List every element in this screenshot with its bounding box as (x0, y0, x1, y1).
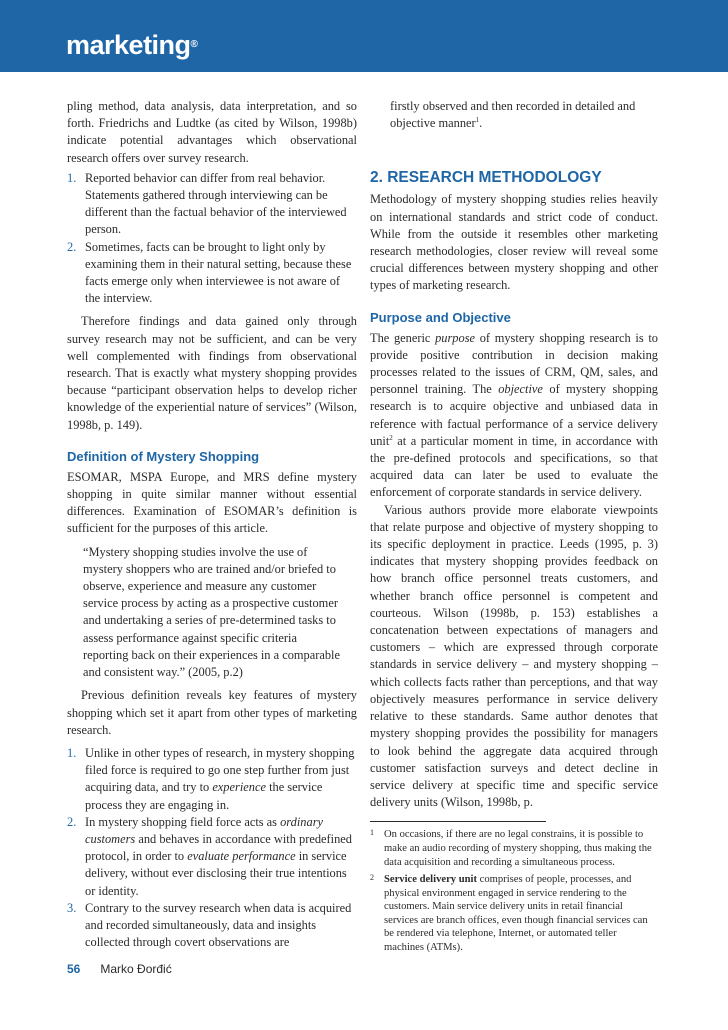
emphasis: objective (498, 382, 543, 397)
paragraph: Therefore findings and data gained only through survey research may not be sufficient, and can be very well complemented with findings from observational research. That is exactly what mystery shopping provides because “participant observation helps to develop richer knowledge of the experiential nature of services” (Wilson, 1998b, p. 149). (67, 314, 357, 432)
footnote-term: Service delivery unit (384, 874, 477, 886)
list-number: 3. (67, 900, 77, 915)
page-footer (67, 962, 172, 976)
footnote-divider (370, 821, 546, 822)
footnote-ref: 1 (475, 116, 480, 125)
paragraph-text: at a particular moment in time, in accordance with the pre-defined protocols and specifications, so that acquired data can later be used to evaluate the enforcement of corporate standards in service delivery. (370, 433, 658, 500)
list-item (67, 745, 357, 814)
numbered-list (67, 745, 357, 951)
logo-text: marketing (66, 30, 191, 60)
list-text: and behaves in accordance with predefined protocol, in order to (85, 831, 352, 864)
section-heading: Definition of Mystery Shopping (67, 448, 260, 464)
paragraph-text: of mystery shopping research is to acquire objective and unbiased data in reference with factual performance of a service delivery unit (370, 382, 658, 448)
author-name: Marko Đorđić (100, 962, 172, 976)
page-number: 56 (67, 962, 81, 976)
paragraph-text: of mystery shopping research is to provide positive contribution in decision making processes related to the issues of CRM, QM, sales, and personnel training. The (370, 330, 658, 397)
paragraph-text: firstly observed and then recorded in detailed and objective manner (390, 99, 636, 131)
paragraph-continued: firstly observed and then recorded in detailed and objective manner$^1$. (390, 99, 636, 131)
emphasis: evaluate performance (187, 849, 296, 864)
footnote (370, 873, 658, 955)
header-bar (0, 0, 728, 72)
journal-logo (66, 30, 197, 60)
list-item (67, 239, 357, 308)
numbered-list (67, 170, 357, 308)
list-number: 2. (67, 814, 77, 829)
paragraph: Various authors provide more elaborate viewpoints that relate purpose and objective of mystery shopping to its specific deployment in practice. Leeds (1995, p. 3) indicates that mystery shopping provides feedback on how branch office personnel treats customers, and whether branch office personnel is competent and courteous. Wilson (1998b, p. 153) establishes a concatenation between expectations of managers and customers – which are expressed through corporate standards in service delivery – and mystery shopping – which collects facts rather than perceptions, and that way objectively measures performance in service delivery relative to these standards. Same author denotes that mystery shopping provides the possibility for managers to look behind the aggregate data acquired through customer satisfaction surveys and detect decline in service delivery at specific time and specific service delivery units (Wilson, 1998b, p. (370, 502, 658, 810)
paragraph: Previous definition reveals key features of mystery shopping which set it apart from other types of marketing research. (67, 688, 357, 737)
section-heading: 2. RESEARCH METHODOLOGY (370, 169, 602, 187)
footnote-text: On occasions, if there are no legal constrains, it is possible to make an audio recording of mystery shopping, thus making the data acquisition and recording a simultaneous process. (384, 829, 652, 868)
left-column (67, 98, 357, 951)
footnote-ref: 2 (389, 433, 393, 442)
list-text: Unlike in other types of research, in mystery shopping filed force is required to go one step further from just acquiring data, and try to (85, 745, 355, 795)
list-text: in service delivery, without ever disclosing their true intentions or identity. (85, 849, 347, 898)
subsection-heading: Purpose and Objective (370, 309, 511, 325)
list-number: 2. (67, 239, 77, 254)
emphasis: experience (212, 780, 266, 795)
emphasis: ordinary customers (85, 814, 324, 846)
logo-mark: ® (190, 39, 198, 50)
paragraph: Methodology of mystery shopping studies relies heavily on international standards and strict code of conduct. While from the outside it resembles other marketing research methodologies, closer review will reveal some crucial differences between mystery shopping and other types of marketing research. (370, 192, 658, 293)
paragraph (370, 330, 658, 502)
list-item (67, 814, 357, 900)
footnote-number: 2 (370, 873, 374, 883)
list-text: Sometimes, facts can be brought to light only by examining them in their natural setting, because these facts emerge only when interviewee is not aware of the interview. (85, 239, 352, 306)
list-number: 1. (67, 745, 77, 760)
list-text: Contrary to the survey research when data is acquired and recorded simultaneously, data and insights collected through covert observations are (85, 900, 352, 950)
list-item (67, 900, 357, 952)
footnote-text: comprises of people, processes, and physical environment engaged in service rendering to the customers. Main service delivery units in retail financial services are branch offices, even though financial services can be rendered via telephone, Internet, or automated teller machines (ATMs). (384, 874, 648, 954)
emphasis: purpose (435, 330, 476, 345)
footnote (370, 828, 658, 869)
paragraph-text: The generic (370, 330, 436, 345)
paragraph: pling method, data analysis, data interpretation, and so forth. Friedrichs and Ludtke (as cited by Wilson, 1998b) indicate potential advantages which observational research offers over survey research. (67, 99, 357, 165)
block-quote: “Mystery shopping studies involve the use of mystery shoppers who are trained and/or briefed to observe, experience and measure any customer service process by acting as a prospective customer and undertaking a series of pre-determined tasks to assess performance against specific criteria reporting back on their experiences in a comparable and consistent way.” (2005, p.2) (83, 544, 340, 680)
paragraph: ESOMAR, MSPA Europe, and MRS define mystery shopping in quite similar manner without essential differences. Examination of ESOMAR’s definition is sufficient for the purposes of this article. (67, 469, 357, 536)
list-item (67, 170, 357, 239)
list-text: Reported behavior can differ from real behavior. Statements gathered through interviewing can be different than the factual behavior of the interviewed person. (85, 170, 347, 237)
right-column (370, 98, 658, 959)
footnote-number: 1 (370, 828, 374, 838)
list-text: the service process they are engaging in. (85, 780, 323, 812)
list-text: In mystery shopping field force acts as (85, 814, 281, 829)
list-number: 1. (67, 170, 77, 185)
